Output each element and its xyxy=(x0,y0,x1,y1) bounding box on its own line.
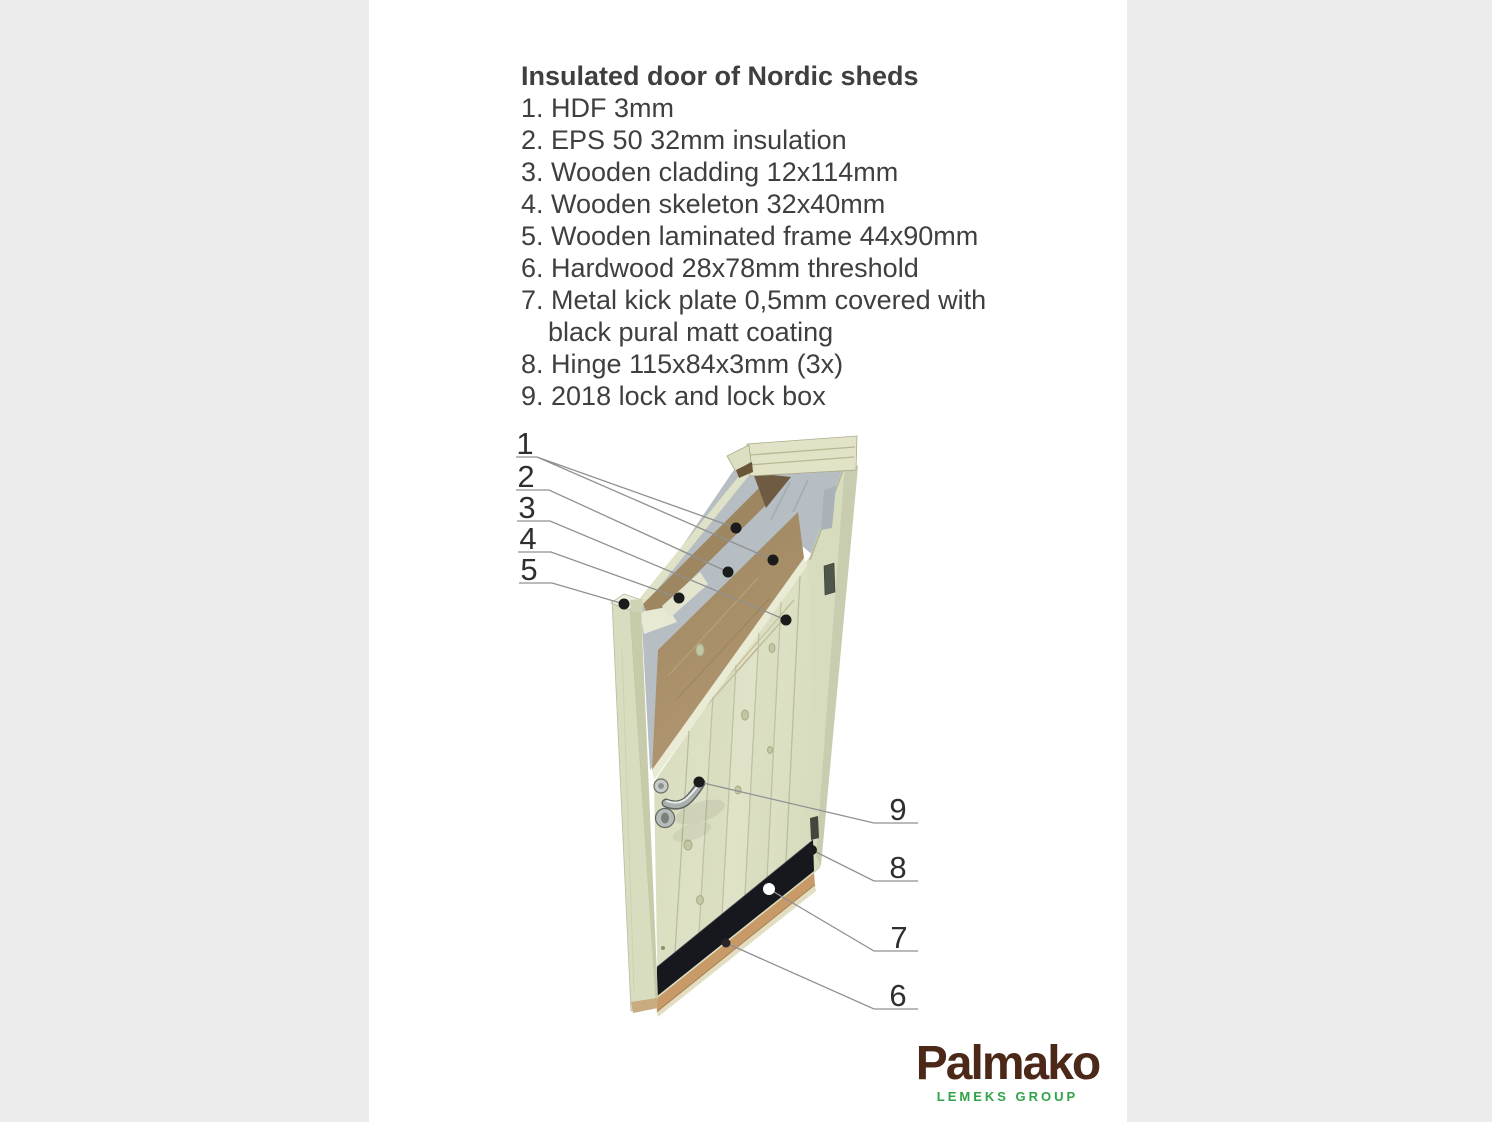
parts-list-item: 5. Wooden laminated frame 44x90mm xyxy=(521,221,979,251)
callout-number-3: 3 xyxy=(518,490,536,525)
dot-1a-hdf-back xyxy=(731,523,742,534)
callout-number-6: 6 xyxy=(889,978,907,1013)
parts-list-item: black pural matt coating xyxy=(548,317,834,347)
dot-5-frame xyxy=(619,599,630,610)
dot-8-hinge xyxy=(807,845,817,855)
callout-number-4: 4 xyxy=(519,521,537,556)
callout-number-9: 9 xyxy=(889,792,907,827)
callout-number-7: 7 xyxy=(890,920,908,955)
brand-logo xyxy=(905,1037,1110,1104)
parts-list-item: 8. Hinge 115x84x3mm (3x) xyxy=(521,349,844,379)
parts-list-item: 4. Wooden skeleton 32x40mm xyxy=(521,189,886,219)
dot-2-eps xyxy=(723,567,734,578)
dot-4-skeleton xyxy=(674,593,685,604)
parts-list-item: 7. Metal kick plate 0,5mm covered with xyxy=(521,285,987,315)
dot-7-kick-plate xyxy=(763,883,775,895)
parts-list-item: 9. 2018 lock and lock box xyxy=(521,381,826,411)
callout-number-1: 1 xyxy=(516,426,534,461)
parts-list-title: Insulated door of Nordic sheds xyxy=(521,61,919,91)
callout-number-2: 2 xyxy=(517,459,535,494)
parts-list-item: 2. EPS 50 32mm insulation xyxy=(521,125,847,155)
parts-list-item: 1. HDF 3mm xyxy=(521,93,675,123)
parts-list-item: 6. Hardwood 28x78mm threshold xyxy=(521,253,919,283)
hinge-bottom xyxy=(810,816,819,840)
dot-9-lock xyxy=(694,777,705,788)
dot-6-threshold xyxy=(722,939,731,948)
logo-subtitle: LEMEKS GROUP xyxy=(936,1089,1079,1104)
hinge-top xyxy=(824,563,835,595)
callout-number-8: 8 xyxy=(889,850,907,885)
dot-3-cladding xyxy=(781,615,792,626)
callout-number-5: 5 xyxy=(520,552,538,587)
door-cutaway-diagram xyxy=(369,0,1127,1122)
logo-wordmark: Palmako xyxy=(915,1037,1100,1090)
dot-1b-hdf-front xyxy=(768,555,779,566)
door-head-cap xyxy=(747,436,857,476)
parts-list-item: 3. Wooden cladding 12x114mm xyxy=(521,157,899,187)
